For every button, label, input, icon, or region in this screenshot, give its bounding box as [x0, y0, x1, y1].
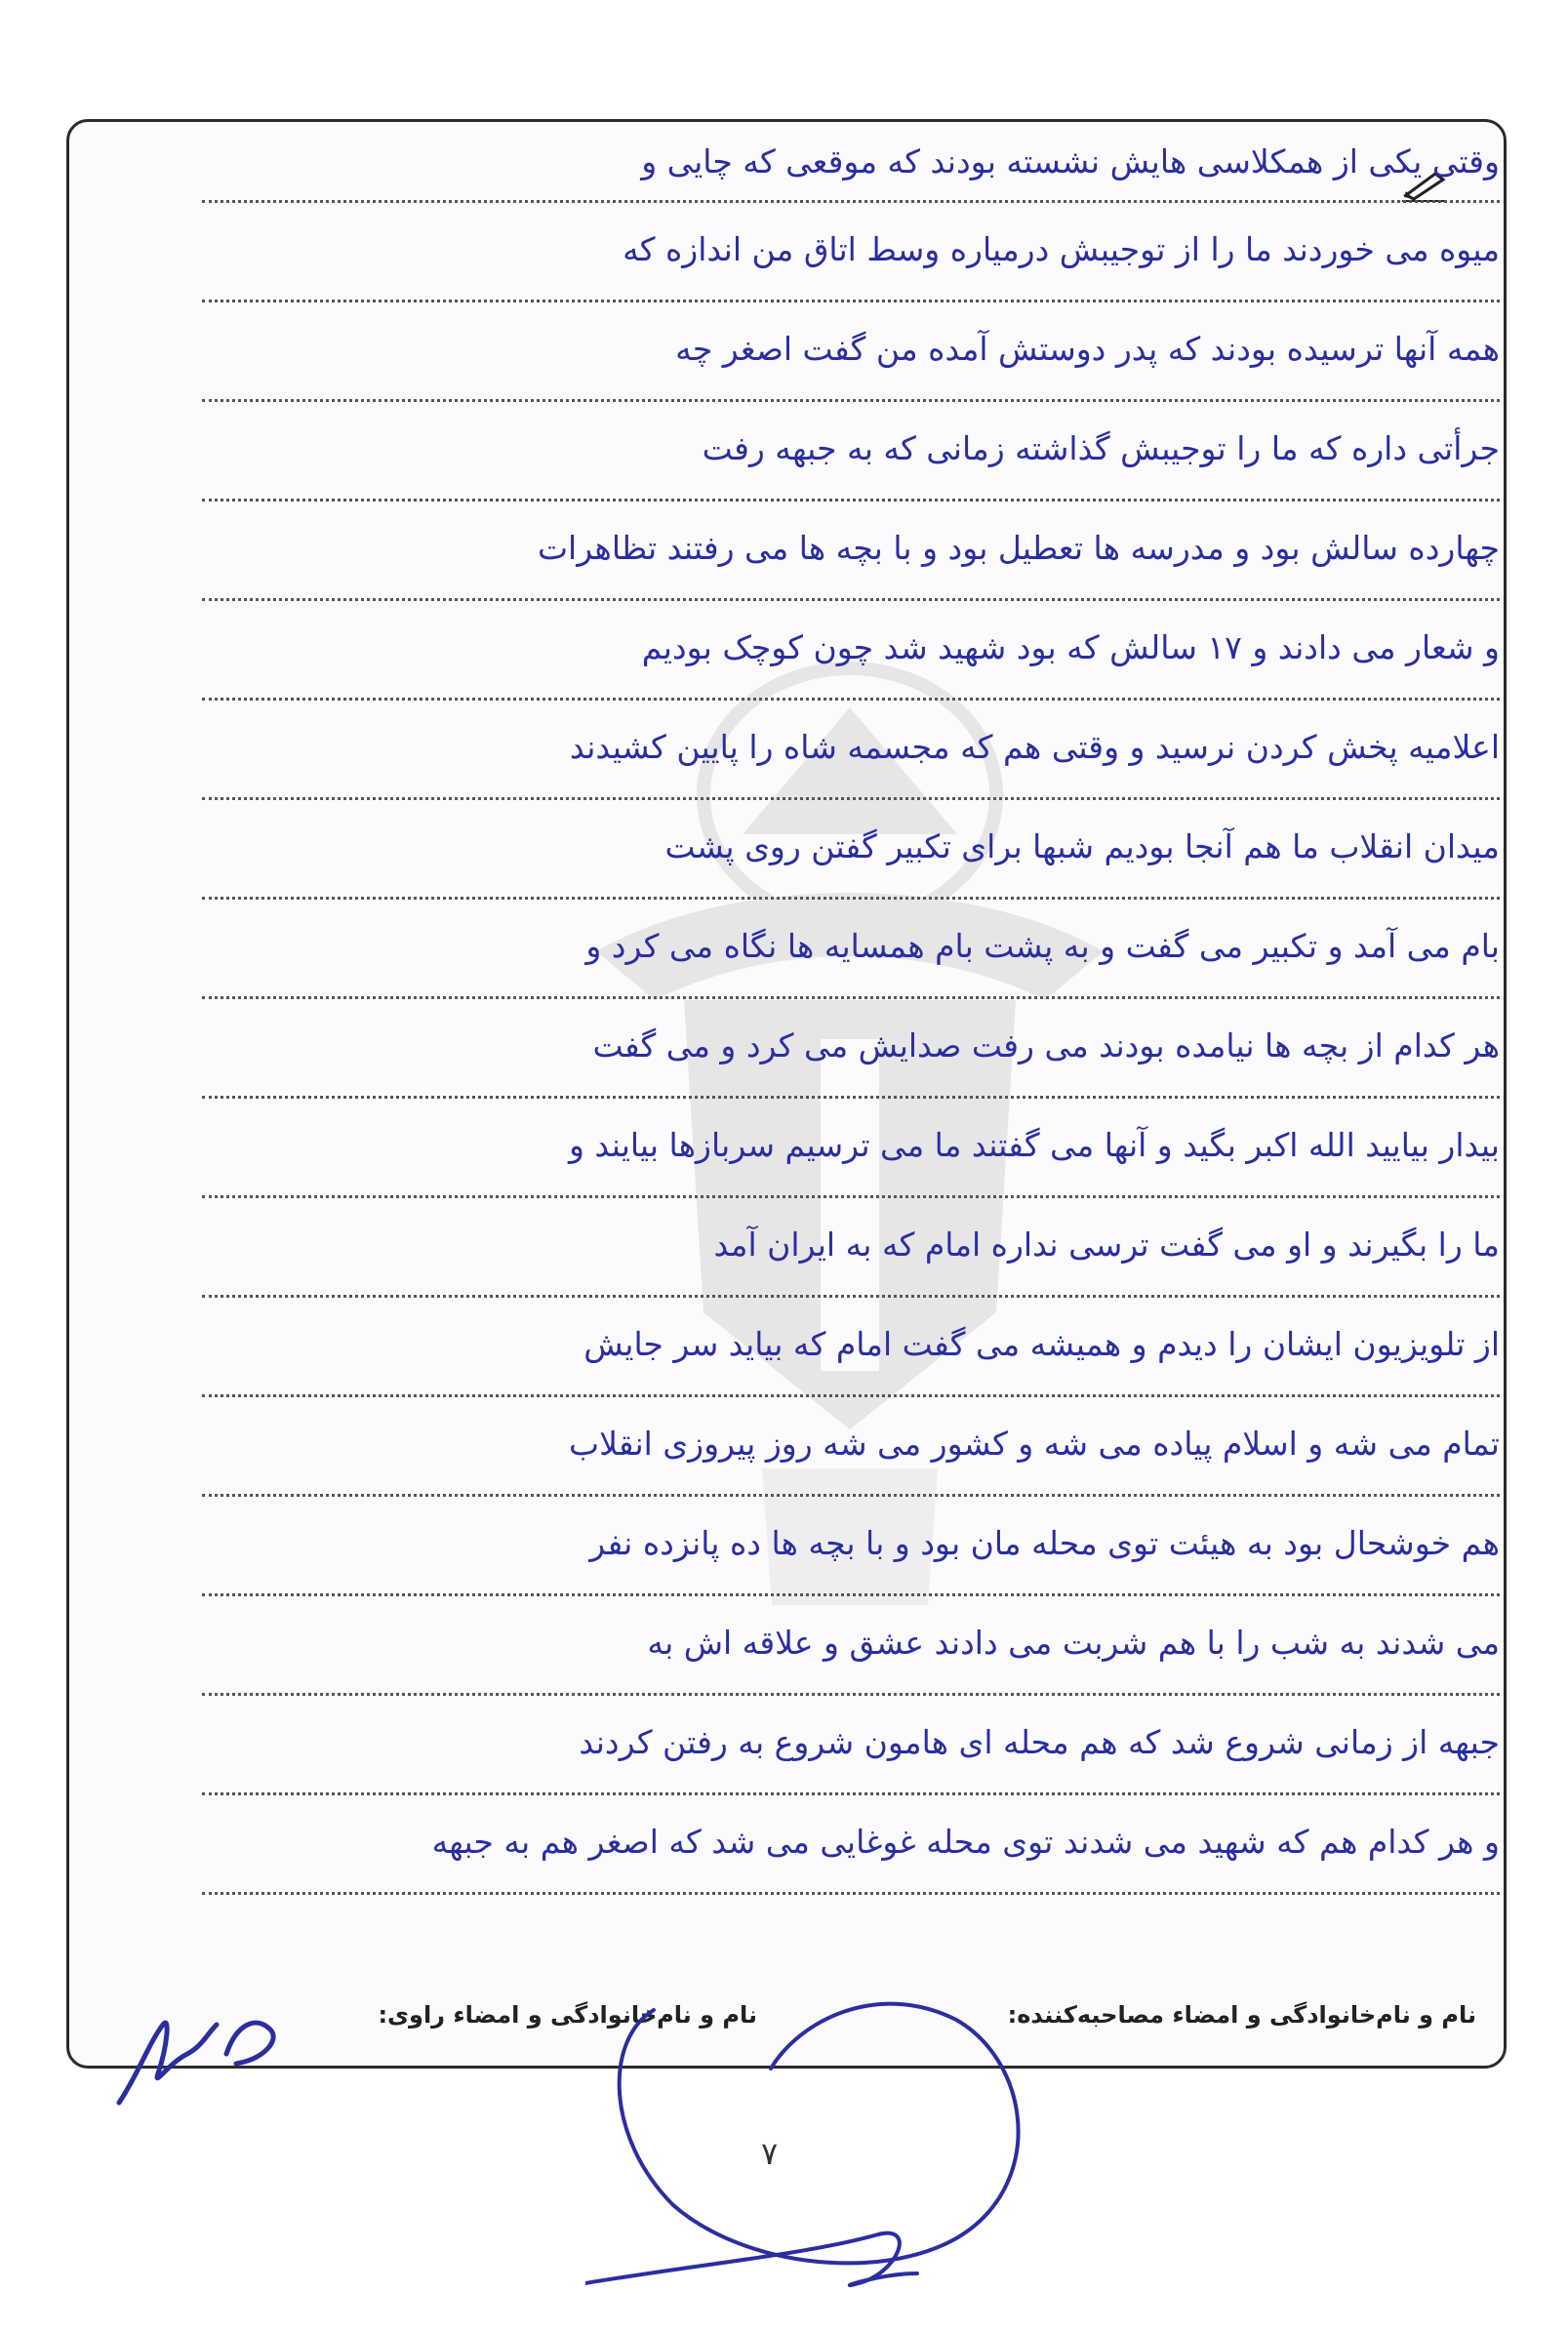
handwritten-line: می شدند به شب را با هم شربت می دادند عشق و علاقه اش به	[202, 1596, 1500, 1696]
handwritten-line: تمام می شه و اسلام پیاده می شه و کشور می شه روز پیروزی انقلاب	[202, 1397, 1500, 1497]
handwritten-line: و شعار می دادند و ۱۷ سالش که بود شهید شد چون کوچک بودیم	[202, 601, 1500, 701]
interviewer-signature	[585, 1981, 1112, 2312]
handwritten-text-block	[202, 127, 1500, 1895]
page-number: ۷	[761, 2135, 779, 2172]
handwritten-line: میوه می خوردند ما را از توجیبش درمیاره وسط اتاق من اندازه که	[202, 203, 1500, 302]
handwritten-line: هم خوشحال بود به هیئت توی محله مان بود و با بچه ها ده پانزده نفر	[202, 1497, 1500, 1596]
handwritten-line: و هر کدام هم که شهید می شدند توی محله غوغایی می شد که اصغر هم به جبهه	[202, 1795, 1500, 1895]
handwritten-line: جرأتی داره که ما را توجیبش گذاشته زمانی که به جبهه رفت	[202, 402, 1500, 502]
handwritten-line: بام می آمد و تکبیر می گفت و به پشت بام همسایه ها نگاه می کرد و	[202, 900, 1500, 999]
handwritten-line: جبهه از زمانی شروع شد که هم محله ای هامون شروع به رفتن کردند	[202, 1696, 1500, 1795]
handwritten-line: چهارده سالش بود و مدرسه ها تعطیل بود و با بچه ها می رفتند تظاهرات	[202, 502, 1500, 601]
narrator-signature-label: نام و نام‌خانوادگی و امضاء راوی:	[378, 2001, 757, 2029]
handwritten-line: میدان انقلاب ما هم آنجا بودیم شبها برای تکبیر گفتن روی پشت	[202, 800, 1500, 900]
handwritten-line: همه آنها ترسیده بودند که پدر دوستش آمده من گفت اصغر چه	[202, 302, 1500, 402]
handwritten-line: از تلویزیون ایشان را دیدم و همیشه می گفت امام که بیاید سر جایش	[202, 1298, 1500, 1397]
narrator-signature	[109, 1986, 285, 2112]
interviewer-signature-label: نام و نام‌خانوادگی و امضاء مصاحبه‌کننده:	[1007, 2001, 1476, 2029]
handwritten-line: هر کدام از بچه ها نیامده بودند می رفت صدایش می کرد و می گفت	[202, 999, 1500, 1099]
handwritten-line: ما را بگیرند و او می گفت ترسی نداره امام که به ایران آمد	[202, 1198, 1500, 1298]
handwritten-line: اعلامیه پخش کردن نرسید و وقتی هم که مجسمه شاه را پایین کشیدند	[202, 701, 1500, 800]
handwritten-line: وقتی یکی از همکلاسی هایش نشسته بودند که موقعی که چایی و	[202, 127, 1500, 203]
handwritten-line: بیدار بیایید الله اکبر بگید و آنها می گفتند ما می ترسیم سربازها بیایند و	[202, 1099, 1500, 1198]
